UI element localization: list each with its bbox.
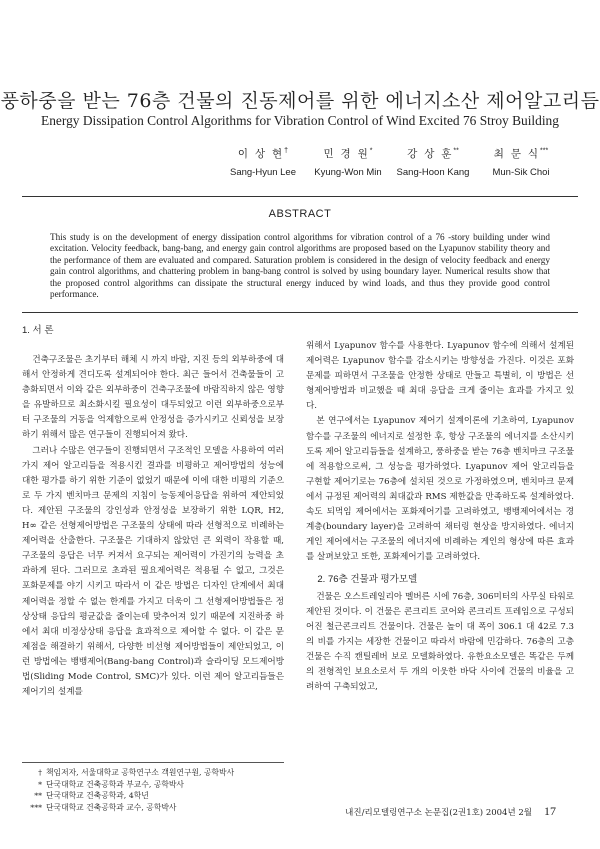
right-column [306,339,574,695]
author-1-name-en: Sang-Hyun Lee [229,167,297,178]
intro-paragraph-1: 건축구조물은 초기부터 해체 시 까지 바람, 지진 등의 외부하중에 대해서 안정하게 견디도록 설계되어야 한다. 최근 들어서 건축물들이 고층화되면서 이와 같은 외부하중이 건축구조물에 바람직하지 않은 영향을 유발하므로 최소화시킬 필요성이 대두되었고 이런 외부하중으로부터 구조물의 거동을 억제함으로써 안정성을 증가시키고 신뢰성을 보장하기 위해서 많은 연구들이 진행되어져 왔다. [22,355,284,441]
paper-title-korean: 풍하중을 받는 76층 건물의 진동제어를 위한 에너지소산 제어알고리듬 [0,90,600,112]
footnote-item: *** 단국대학교 건축공학과 교수, 공학박사 [30,802,177,812]
author-4-mark: *** [540,147,549,155]
author-3-name-en: Sang-Hoon Kang [396,167,470,178]
author-2-mark: * [369,147,373,155]
intro-paragraph-3: 위해서 Lyapunov 함수를 사용한다. Lyapunov 함수에 의해서 설계된 제어력은 Lyapunov 함수를 감소시키는 방향성을 가진다. 이것은 포화문제를 피하면서 구조물을 안정한 상태로 만들고 특별히, 이 방법은 선형제어방법과 비교했을 때 최대 응답을 크게 줄이는 효과를 가지고 있다. [306,341,574,412]
author-3-name-ko: 강 상 훈 [407,148,454,160]
author-1 [218,146,308,178]
footnote-rule [22,762,284,763]
footnotes [28,767,288,813]
author-4 [478,146,564,178]
section-1-heading: 1. 서 론 [22,325,54,336]
footnote-item: ** 단국대학교 건축공학과, 4학년 [34,791,149,801]
abstract-heading: ABSTRACT [268,208,332,220]
page-number: 17 [544,804,556,818]
author-4-name-ko: 최 문 식 [493,148,541,160]
author-3-mark: ** [453,147,459,155]
footnote-item: † 책임저자, 서울대학교 공학연구소 객원연구원, 공학박사 [38,768,235,777]
intro-paragraph-2: 그러나 수많은 연구들이 진행되면서 구조적인 모델을 사용하여 여러 가지 제어 알고리듬을 적용시킨 결과를 비평하고 제어방법의 성능에 대한 평가를 하기 위한 기준이 없었기 때문에 이에 대한 비평의 기준으로 두 가지 벤치마크 문제의 지침이 능동제어응답을 위하여 제안되었다. 제안된 구조물의 강인성과 안정성을 보장하기 위한 LQR, H2, H∞ 같은 선형제어방법은 구조물의 상태에 따라 선형적으로 비례하는 제어력을 산출한다. 구조물은 기대하지 않았던 큰 외력이 작용할 때, 구조물의 응답은 너무 커져서 요구되는 제어력이 가진기의 능력을 초과하게 된다. 그러므로 초과된 필요제어력은 적용될 수 없고, 그것은 포화문제를 야기 시키고 따라서 이 같은 방법은 디자인 단계에서 최대제어력을 정할 수 없는 한계를 가지고 더욱이 그 선형제어방법들은 정상상태 응답의 평균값을 줄이는데 맞추어져 있기 때문에 지진하중 하에서 최대 비정상상태 응답을 효과적으로 제어할 수 없다. 이 같은 문제점을 해결하기 위해서, 다양한 비선형 제어방법들이 제안되었고, 이런 방법에는 뱅뱅제어(Bang-bang Control)과 슬라이딩 모드제어방법(Sliding Mode Control, SMC)가 있다. 이런 제어 알고리듬들은 제어기의 설계를 [22,445,284,698]
journal-citation: 내진/리모델링연구소 논문집(2권1호) 2004년 2월 [345,808,532,818]
author-2-name-ko: 민 경 원 [323,148,370,160]
intro-paragraph-4: 본 연구에서는 Lyapunov 제어기 설계이론에 기초하여, Lyapunov 함수를 구조물의 에너지로 설정한 후, 항상 구조물의 에너지를 소산시키도록 제어 알고리듬들을 설계하고, 풍하중을 받는 76층 벤치마크 구조물에 적용함으로써, 그 성능을 평가하였다. Lyapunov 제어 알고리듬을 구현할 제어기로는 76층에 설치된 것으로 가정하였으며, 벤치마크 문제에서 규정된 제어력의 최대값과 RMS 제한값을 만족하도록 설계하였다. 속도 되먹임 제어에서는 포화제어기를 고려하였고, 뱅뱅제어에서는 경계층(boundary layer)을 고려하여 채터링 현상을 방지하였다. 에너지게인 제어에서는 구조물의 에너지에 비례하는 게인의 형상에 따른 효과를 살펴보았고 또한, 포화제어기를 고려하였다. [306,416,574,563]
footnote-item: * 단국대학교 건축공학과 부교수, 공학박사 [38,779,184,789]
author-2-name-en: Kyung-Won Min [314,167,382,178]
abstract-body: This study is on the development of energy dissipation control algorithms for vibration control of a 76 -story building under wind excitation. Velocity feedback, bang-bang, and energy gain control algorithms are proposed based on the Lyapunov stability theory and the performance of them are evaluated and compared. Saturation problem is considered in the design of velocity feedback and energy gain control algorithms, and chattering problem in bang-bang control is solved by using boundary layer. Numerical results show that the proposed control algorithms can dissipate the structural energy induced by wind loads, and thus they provide good control performance. [50,232,550,300]
author-3 [386,146,480,178]
section-2-paragraph-1: 건물은 오스트레일리아 멜버른 시에 76층, 306미터의 사무실 타워로 제안된 것이다. 이 건물은 콘크리트 코어와 콘크리트 프레임으로 구성되어진 철근콘크리트 건물이다. 건물은 높이 대 폭이 306.1 대 42로 7.3의 비를 가지는 세장한 건물이고 따라서 바람에 민감하다. 76층의 고층 건물은 수직 캔틸레버 보로 모델화하였다. 유한요소모델은 똑같은 두께의 전형적인 보요소로서 두 개의 이웃한 바닥 사이에 건물의 비율을 고려하여 구축되었고, [306,591,574,693]
author-4-name-en: Mun-Sik Choi [492,167,550,178]
paper-title-english: Energy Dissipation Control Algorithms for Vibration Control of Wind Excited 76 Stroy Building [41,113,559,128]
author-1-name-ko: 이 상 현 [237,148,285,160]
page-footer [345,804,556,819]
author-2 [302,146,394,178]
left-column [22,343,284,700]
section-2-heading: 2. 76층 건물과 평가모델 [317,574,418,586]
abstract-bottom-rule [22,312,578,313]
abstract-top-rule [22,196,578,197]
author-1-mark: † [284,147,289,155]
